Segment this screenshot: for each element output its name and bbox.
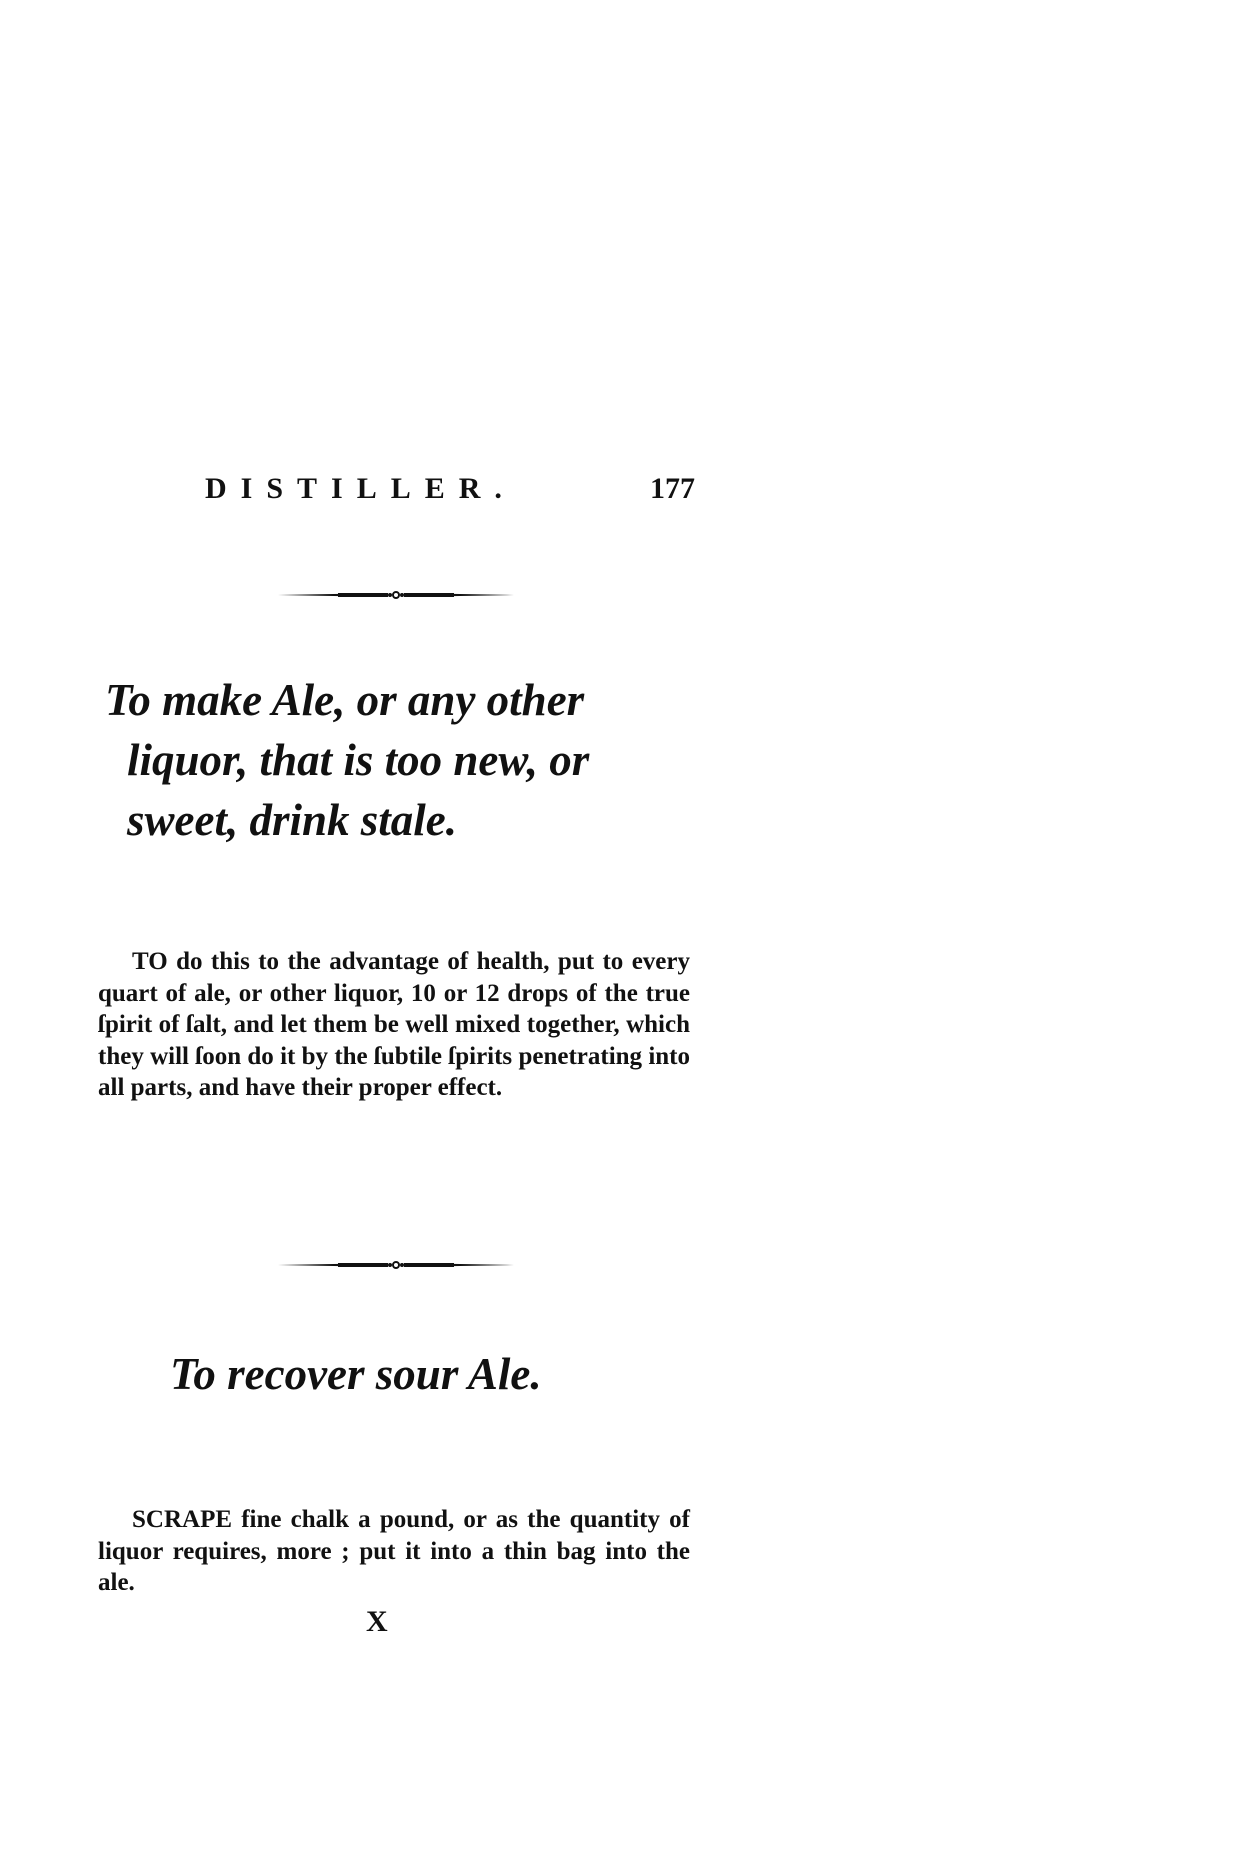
section-body-stale-ale: TO do this to the advantage of health, put to every quart of ale, or other liquor, 10 or 12 drops of the true ſpirit of ſalt, and let them be well mixed together, which they will ſoon do it by the ſubtile ſpirits penetrating into all parts, and have their proper effect. xyxy=(98,948,690,1101)
heading-line: sweet, drink stale. xyxy=(127,795,458,845)
ornament-rule-icon xyxy=(278,588,514,602)
section-heading-stale-ale xyxy=(105,670,705,850)
section-heading-sour-ale: To recover sour Ale. xyxy=(170,1349,542,1399)
section-ornament-top xyxy=(278,588,514,602)
signature-mark: X xyxy=(366,1605,388,1638)
heading-line: To make Ale, or any other xyxy=(105,675,585,725)
page-number: 177 xyxy=(650,472,695,505)
heading-line: liquor, that is too new, or xyxy=(127,735,590,785)
section-ornament-middle xyxy=(278,1258,514,1272)
ornament-rule-icon xyxy=(278,1258,514,1272)
running-title: DISTILLER. xyxy=(205,472,516,505)
running-head xyxy=(205,472,695,516)
section-body-sour-ale: SCRAPE fine chalk a pound, or as the quantity of liquor requires, more ; put it into a thin bag into the ale. xyxy=(98,1506,690,1596)
